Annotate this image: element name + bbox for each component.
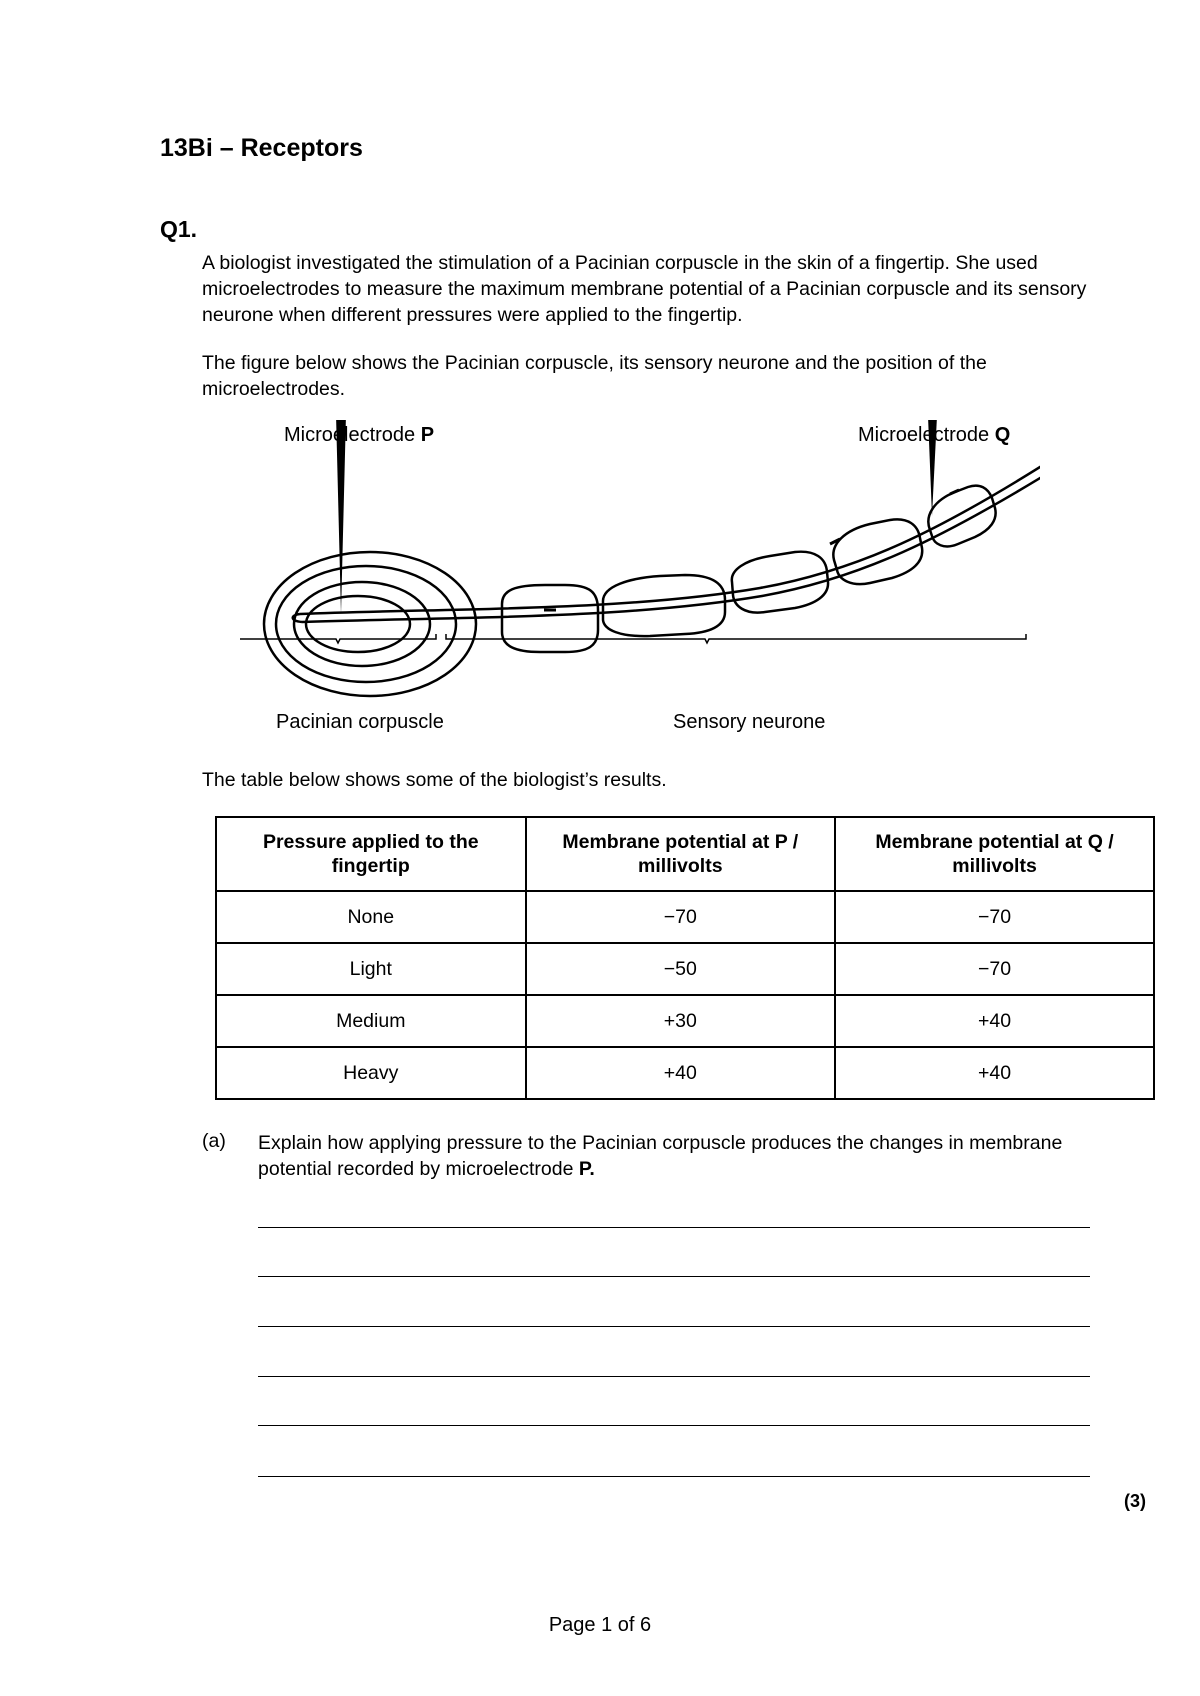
- schwann-cell: [928, 486, 995, 547]
- cell-potential-p: −50: [526, 943, 836, 995]
- pacinian-corpuscle-figure: [240, 420, 1040, 740]
- cell-potential-q: −70: [835, 943, 1154, 995]
- cell-pressure: Light: [216, 943, 526, 995]
- part-a-label: (a): [202, 1130, 226, 1152]
- marks-label: (3): [1124, 1491, 1146, 1511]
- axon-upper: [300, 462, 1040, 614]
- results-table: [215, 816, 1155, 1100]
- microelectrode-p-label: Microelectrode P: [284, 424, 435, 446]
- page-title: 13Bi – Receptors: [160, 134, 363, 162]
- corpuscle-lamellae: [264, 552, 476, 696]
- lamella-inner: [306, 596, 410, 652]
- myelin-segments: [502, 486, 996, 652]
- answer-line[interactable]: [258, 1425, 1090, 1426]
- table-row: [216, 943, 1154, 995]
- question-intro: A biologist investigated the stimulation of a Pacinian corpuscle in the skin of a fingertip. She used microelectrodes to measure the maximum membrane potential of a Pacinian corpuscle and its sensory neurone when different pressures were applied to the fingertip.: [202, 252, 1087, 326]
- neurone-label: Sensory neurone: [673, 711, 826, 733]
- part-a-question: Explain how applying pressure to the Pacinian corpuscle produces the changes in membrane potential recorded by microelectrode P.: [258, 1132, 1063, 1180]
- schwann-cell: [502, 585, 598, 652]
- cell-potential-q: +40: [835, 995, 1154, 1047]
- neurone-brace: [446, 634, 1026, 643]
- cell-potential-p: −70: [526, 891, 836, 943]
- answer-line[interactable]: [258, 1227, 1090, 1228]
- table-row: [216, 995, 1154, 1047]
- answer-line[interactable]: [258, 1326, 1090, 1327]
- cell-potential-p: +40: [526, 1047, 836, 1099]
- question-number: Q1.: [160, 216, 198, 242]
- lamella-outer: [264, 552, 476, 696]
- cell-potential-p: +30: [526, 995, 836, 1047]
- minus-mark: [950, 490, 959, 494]
- header-pressure: Pressure applied to the fingertip: [216, 817, 526, 891]
- answer-line[interactable]: [258, 1276, 1090, 1277]
- table-header-row: [216, 817, 1154, 891]
- header-potential-p: Membrane potential at P / millivolts: [526, 817, 836, 891]
- table-intro: The table below shows some of the biologist’s results.: [202, 769, 667, 791]
- figure-intro: The figure below shows the Pacinian corpuscle, its sensory neurone and the position of the microelectrodes.: [202, 352, 987, 400]
- header-potential-q: Membrane potential at Q / millivolts: [835, 817, 1154, 891]
- answer-line[interactable]: [258, 1376, 1090, 1377]
- table-row: [216, 1047, 1154, 1099]
- microelectrode-q-label: Microelectrode Q: [858, 424, 1011, 446]
- cell-pressure: Heavy: [216, 1047, 526, 1099]
- answer-line[interactable]: [258, 1476, 1090, 1477]
- cell-pressure: Medium: [216, 995, 526, 1047]
- table-row: [216, 891, 1154, 943]
- schwann-cell: [603, 575, 725, 636]
- page-footer: Page 1 of 6: [548, 1614, 652, 1636]
- schwann-cell: [732, 552, 828, 613]
- cell-pressure: None: [216, 891, 526, 943]
- cell-potential-q: −70: [835, 891, 1154, 943]
- corpuscle-label: Pacinian corpuscle: [276, 711, 444, 733]
- cell-potential-q: +40: [835, 1047, 1154, 1099]
